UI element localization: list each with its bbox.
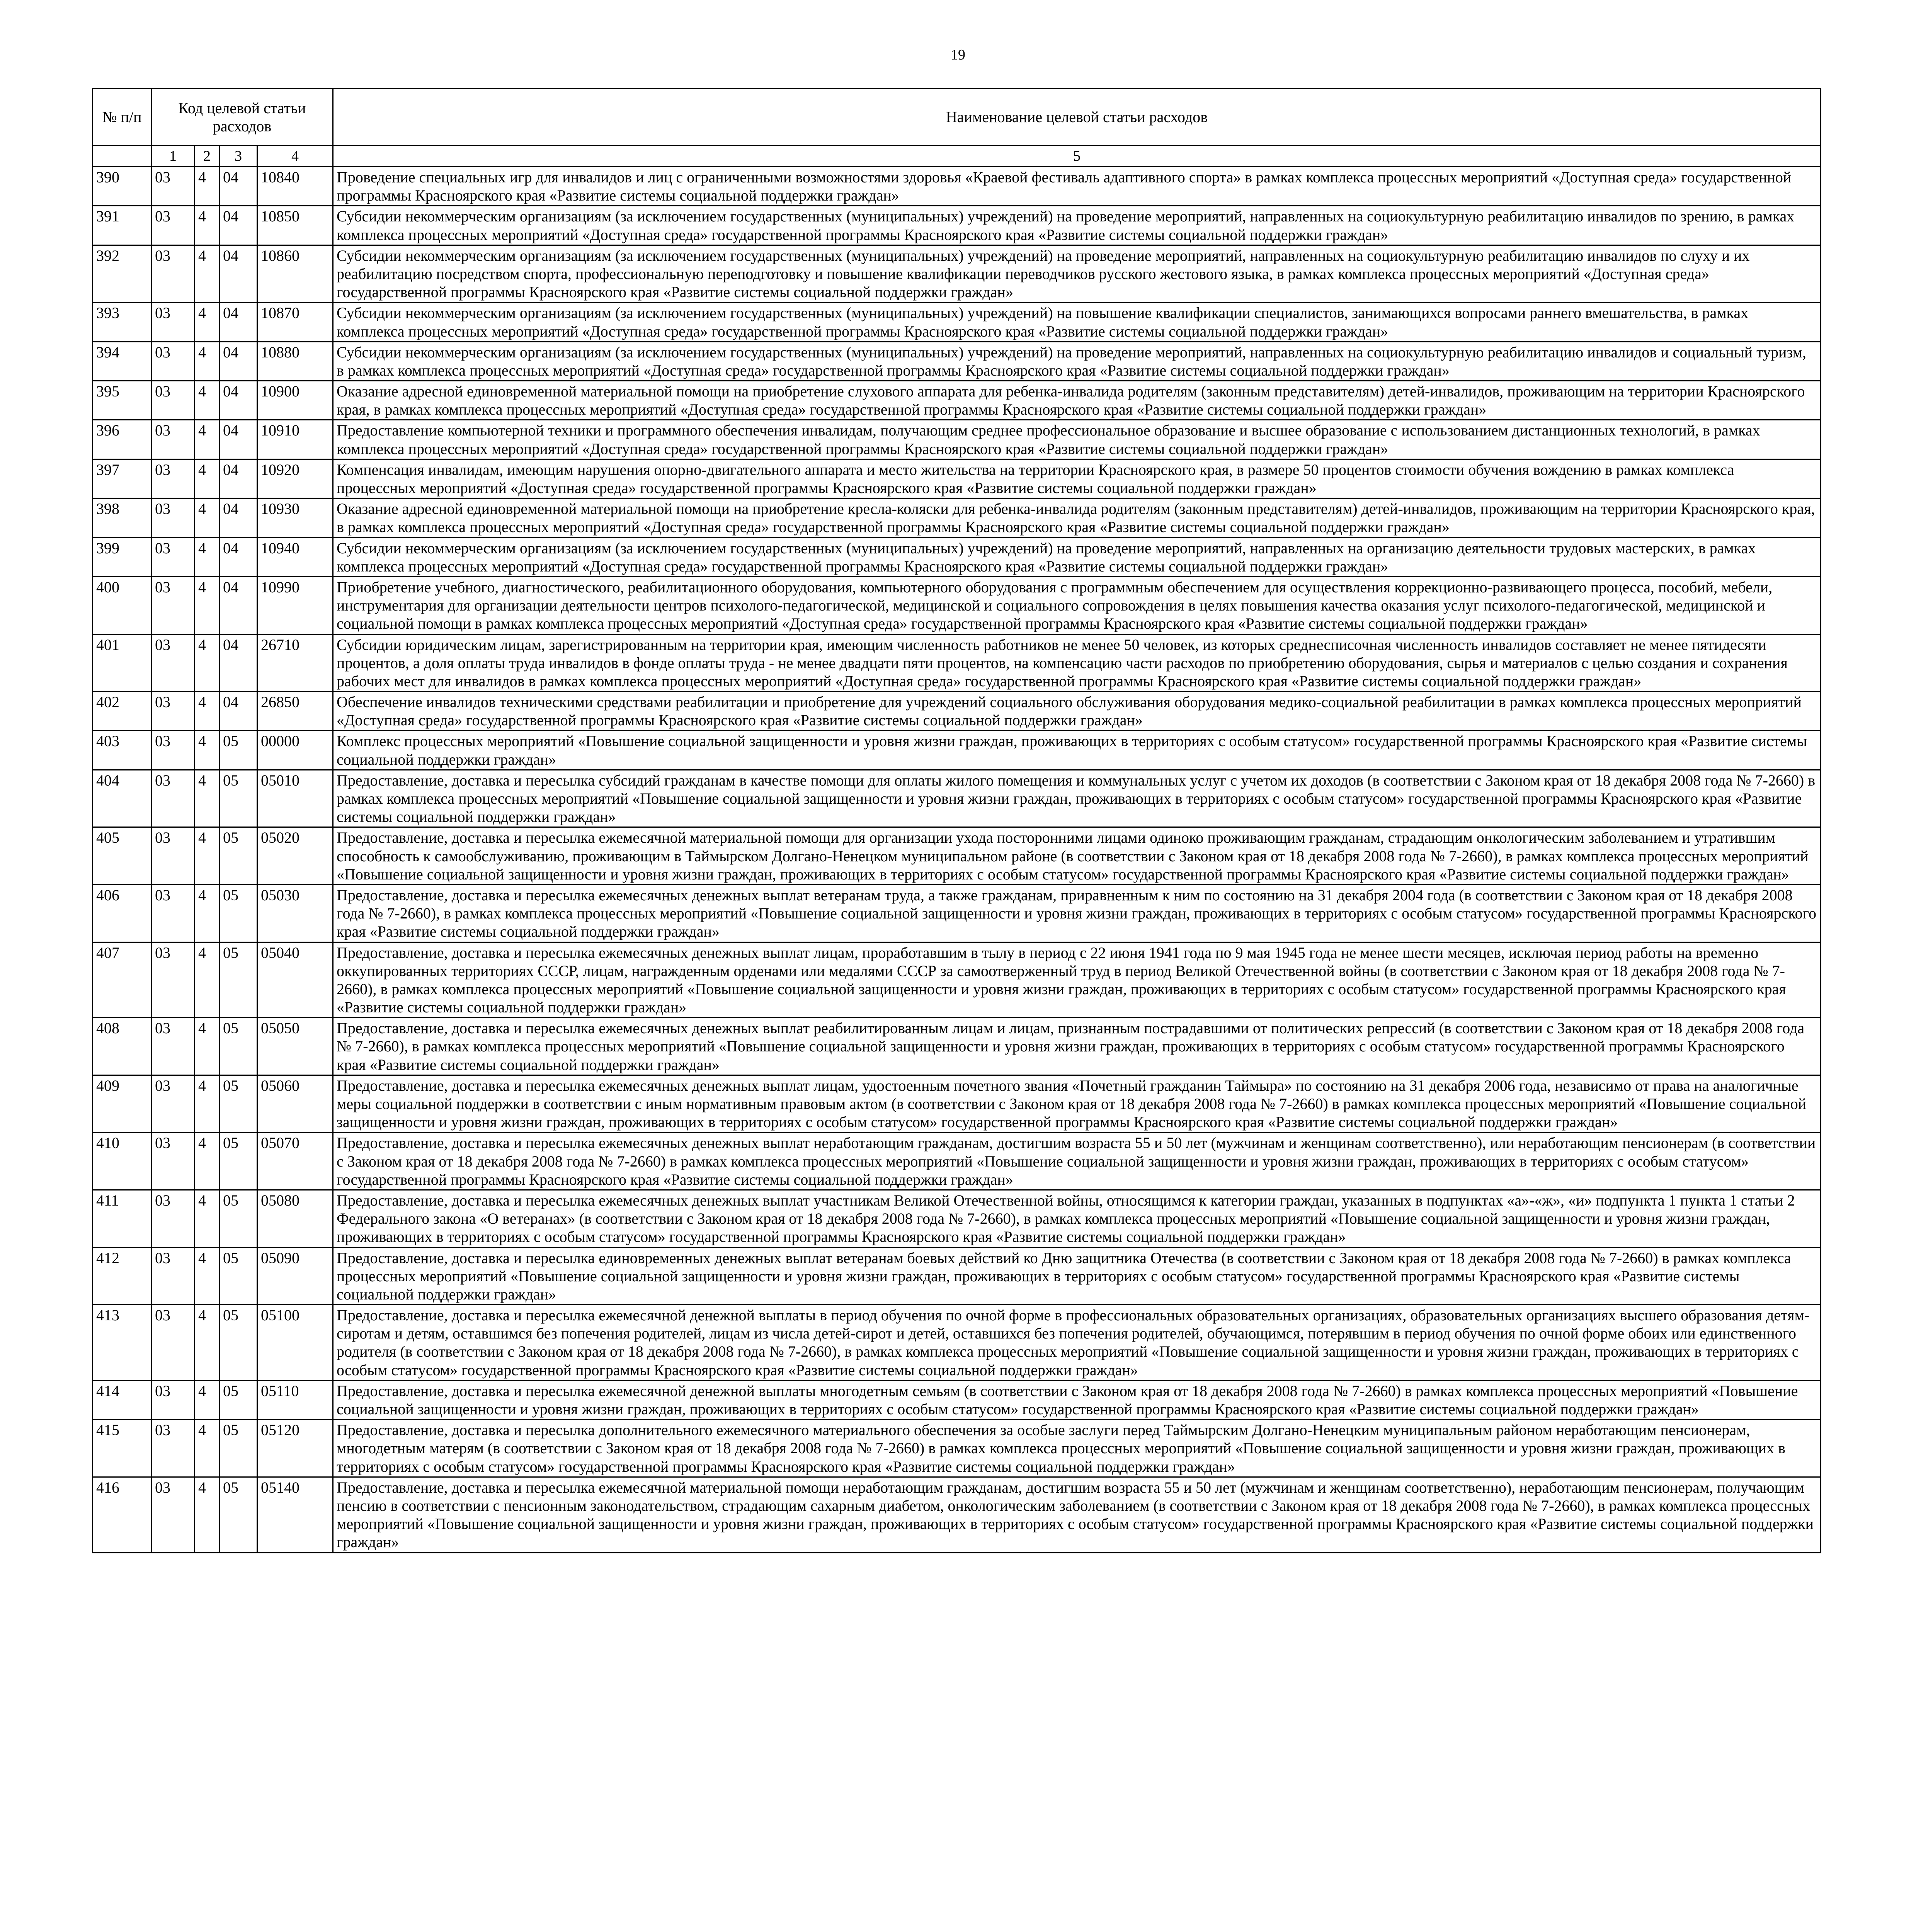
row-number: 399 <box>93 537 151 577</box>
column-number: 4 <box>257 146 333 167</box>
table-row <box>93 827 1821 885</box>
table-header-row <box>93 89 1821 146</box>
code-part-2: 4 <box>195 498 220 537</box>
code-part-4: 05020 <box>257 827 333 885</box>
code-part-2: 4 <box>195 770 220 827</box>
page-number: 19 <box>951 47 965 63</box>
code-part-1: 03 <box>151 692 195 731</box>
code-part-2: 4 <box>195 731 220 770</box>
expense-name: Субсидии некоммерческим организациям (за исключением государственных (муниципальных) учреждений) на проведение мероприятий, направленных на социокультурную реабилитацию инвалидов и социальный туризм, в рамках комплекса процессных мероприятий «Доступная среда» государственной программы Красноярского края «Развитие системы социальной поддержки граждан» <box>333 342 1821 381</box>
code-part-1: 03 <box>151 342 195 381</box>
code-part-2: 4 <box>195 1477 220 1553</box>
code-part-1: 03 <box>151 1477 195 1553</box>
code-part-4: 05010 <box>257 770 333 827</box>
row-number: 408 <box>93 1018 151 1075</box>
code-part-3: 04 <box>220 303 257 342</box>
row-number: 391 <box>93 206 151 245</box>
code-part-2: 4 <box>195 342 220 381</box>
column-number-row <box>93 146 1821 167</box>
code-part-2: 4 <box>195 1018 220 1075</box>
code-part-4: 26850 <box>257 692 333 731</box>
code-part-4: 10860 <box>257 245 333 303</box>
code-part-3: 04 <box>220 498 257 537</box>
code-part-3: 05 <box>220 1247 257 1305</box>
code-part-4: 05060 <box>257 1075 333 1133</box>
code-part-1: 03 <box>151 634 195 692</box>
code-part-4: 10940 <box>257 537 333 577</box>
code-part-1: 03 <box>151 770 195 827</box>
code-part-2: 4 <box>195 459 220 498</box>
expense-name: Субсидии некоммерческим организациям (за исключением государственных (муниципальных) учреждений) на повышение квалификации специалистов, занимающихся вопросами раннего вмешательства, в рамках комплекса процессных мероприятий «Доступная среда» государственной программы Красноярского края «Развитие системы социальной поддержки граждан» <box>333 303 1821 342</box>
table-row <box>93 420 1821 459</box>
code-part-1: 03 <box>151 1075 195 1133</box>
expense-name: Приобретение учебного, диагностического, реабилитационного оборудования, компьютерного оборудования с программным обеспечением для осуществления коррекционно-развивающего процесса, пособий, мебели, инструментария для организации деятельности центров психолого-педагогической, медицинской и социального сопровождения в целях повышения качества оказания услуг психолого-педагогической, медицинской и социальной помощи в рамках комплекса процессных мероприятий «Доступная среда» государственной программы Красноярского края «Развитие системы социальной поддержки граждан» <box>333 577 1821 634</box>
row-number: 404 <box>93 770 151 827</box>
expense-name: Предоставление, доставка и пересылка ежемесячных денежных выплат участникам Великой Отечественной войны, относящимся к категории граждан, указанных в подпунктах «а»-«ж», «и» подпункта 1 пункта 1 статьи 2 Федерального закона «О ветеранах» (в соответствии с Законом края от 18 декабря 2008 года № 7-2660), в рамках комплекса процессных мероприятий «Повышение социальной защищенности и уровня жизни граждан, проживающих в территориях с особым статусом» государственной программы Красноярского края «Развитие системы социальной поддержки граждан» <box>333 1190 1821 1247</box>
row-number: 401 <box>93 634 151 692</box>
code-part-4: 05100 <box>257 1305 333 1381</box>
code-part-3: 05 <box>220 1133 257 1190</box>
code-part-4: 10920 <box>257 459 333 498</box>
expense-name: Предоставление, доставка и пересылка единовременных денежных выплат ветеранам боевых действий ко Дню защитника Отечества (в соответствии с Законом края от 18 декабря 2008 года № 7-2660) в рамках комплекса процессных мероприятий «Повышение социальной защищенности и уровня жизни граждан, проживающих в территориях с особым статусом» государственной программы Красноярского края «Развитие системы социальной поддержки граждан» <box>333 1247 1821 1305</box>
row-number: 406 <box>93 884 151 942</box>
code-part-4: 10850 <box>257 206 333 245</box>
expense-name: Субсидии юридическим лицам, зарегистрированным на территории края, имеющим численность работников не менее 50 человек, из которых среднесписочная численность инвалидов составляет не менее пятидесяти процентов, а доля оплаты труда инвалидов в фонде оплаты труда - не менее двадцати пяти процентов, на компенсацию части расходов по приобретению оборудования, сырья и материалов с целью создания и сохранения рабочих мест для инвалидов в рамках комплекса процессных мероприятий «Доступная среда» государственной программы Красноярского края «Развитие системы социальной поддержки граждан» <box>333 634 1821 692</box>
table-row <box>93 1133 1821 1190</box>
code-part-1: 03 <box>151 577 195 634</box>
code-part-2: 4 <box>195 1380 220 1419</box>
row-number: 392 <box>93 245 151 303</box>
code-part-3: 05 <box>220 827 257 885</box>
code-part-3: 05 <box>220 1305 257 1381</box>
expense-name: Субсидии некоммерческим организациям (за исключением государственных (муниципальных) учреждений) на проведение мероприятий, направленных на организацию деятельности трудовых мастерских, в рамках комплекса процессных мероприятий «Доступная среда» государственной программы Красноярского края «Развитие системы социальной поддержки граждан» <box>333 537 1821 577</box>
code-part-2: 4 <box>195 1247 220 1305</box>
expense-name: Предоставление, доставка и пересылка ежемесячных денежных выплат лицам, проработавшим в тылу в период с 22 июня 1941 года по 9 мая 1945 года не менее шести месяцев, исключая период работы на временно оккупированных территориях СССР, лицам, награжденным орденами или медалями СССР за самоотверженный труд в период Великой Отечественной войны (в соответствии с Законом края от 18 декабря 2008 года № 7-2660), в рамках комплекса процессных мероприятий «Повышение социальной защищенности и уровня жизни граждан, проживающих в территориях с особым статусом» государственной программы Красноярского края «Развитие системы социальной поддержки граждан» <box>333 942 1821 1018</box>
expense-name: Оказание адресной единовременной материальной помощи на приобретение кресла-коляски для ребенка-инвалида родителям (законным представителям) детей-инвалидов, проживающим на территории Красноярского края, в рамках комплекса процессных мероприятий «Доступная среда» государственной программы Красноярского края «Развитие системы социальной поддержки граждан» <box>333 498 1821 537</box>
row-number: 414 <box>93 1380 151 1419</box>
code-part-2: 4 <box>195 381 220 420</box>
code-part-2: 4 <box>195 245 220 303</box>
table-row <box>93 1247 1821 1305</box>
code-part-4: 05120 <box>257 1420 333 1477</box>
code-part-4: 26710 <box>257 634 333 692</box>
row-number: 398 <box>93 498 151 537</box>
code-part-3: 04 <box>220 381 257 420</box>
code-part-3: 05 <box>220 770 257 827</box>
code-part-2: 4 <box>195 884 220 942</box>
table-row <box>93 537 1821 577</box>
code-part-4: 10930 <box>257 498 333 537</box>
code-part-2: 4 <box>195 692 220 731</box>
expense-name: Компенсация инвалидам, имеющим нарушения опорно-двигательного аппарата и место жительства на территории Красноярского края, в размере 50 процентов стоимости обучения вождению в рамках комплекса процессных мероприятий «Доступная среда» государственной программы Красноярского края «Развитие системы социальной поддержки граждан» <box>333 459 1821 498</box>
code-part-4: 10910 <box>257 420 333 459</box>
code-part-2: 4 <box>195 577 220 634</box>
table-body <box>93 167 1821 1553</box>
column-number: 1 <box>151 146 195 167</box>
code-part-1: 03 <box>151 1380 195 1419</box>
table-row <box>93 692 1821 731</box>
expense-name: Оказание адресной единовременной материальной помощи на приобретение слухового аппарата для ребенка-инвалида родителям (законным представителям) детей-инвалидов, проживающим на территории Красноярского края, в рамках комплекса процессных мероприятий «Доступная среда» государственной программы Красноярского края «Развитие системы социальной поддержки граждан» <box>333 381 1821 420</box>
code-part-3: 05 <box>220 1018 257 1075</box>
expense-name: Субсидии некоммерческим организациям (за исключением государственных (муниципальных) учреждений) на проведение мероприятий, направленных на социокультурную реабилитацию инвалидов по зрению, в рамках комплекса процессных мероприятий «Доступная среда» государственной программы Красноярского края «Развитие системы социальной поддержки граждан» <box>333 206 1821 245</box>
code-part-4: 05090 <box>257 1247 333 1305</box>
table-row <box>93 1305 1821 1381</box>
code-part-3: 05 <box>220 1477 257 1553</box>
expense-name: Предоставление, доставка и пересылка ежемесячных денежных выплат реабилитированным лицам и лицам, признанным пострадавшими от политических репрессий (в соответствии с Законом края от 18 декабря 2008 года № 7-2660), в рамках комплекса процессных мероприятий «Повышение социальной защищенности и уровня жизни граждан, проживающих в территориях с особым статусом» государственной программы Красноярского края «Развитие системы социальной поддержки граждан» <box>333 1018 1821 1075</box>
code-part-1: 03 <box>151 167 195 206</box>
table-row <box>93 206 1821 245</box>
expense-name: Предоставление, доставка и пересылка ежемесячной материальной помощи для организации ухода посторонними лицами одиноко проживающим гражданам, страдающим онкологическим заболеванием и утратившим способность к самообслуживанию, проживающим в Таймырском Долгано-Ненецком муниципальном районе (в соответствии с Законом края от 18 декабря 2008 года № 7-2660), в рамках комплекса процессных мероприятий «Повышение социальной защищенности и уровня жизни граждан, проживающих в территориях с особым статусом» государственной программы Красноярского края «Развитие системы социальной поддержки граждан» <box>333 827 1821 885</box>
code-part-4: 10880 <box>257 342 333 381</box>
code-part-3: 05 <box>220 1075 257 1133</box>
row-number: 400 <box>93 577 151 634</box>
code-part-1: 03 <box>151 942 195 1018</box>
code-part-1: 03 <box>151 1305 195 1381</box>
code-part-1: 03 <box>151 498 195 537</box>
code-part-2: 4 <box>195 1133 220 1190</box>
code-part-3: 05 <box>220 1420 257 1477</box>
code-part-4: 05040 <box>257 942 333 1018</box>
code-part-3: 04 <box>220 577 257 634</box>
row-number: 403 <box>93 731 151 770</box>
code-part-4: 05070 <box>257 1133 333 1190</box>
table-row <box>93 498 1821 537</box>
code-part-4: 05080 <box>257 1190 333 1247</box>
expense-name: Предоставление, доставка и пересылка ежемесячной материальной помощи неработающим гражданам, достигшим возраста 55 и 50 лет (мужчинам и женщинам соответственно), неработающим пенсионерам, получающим пенсию в соответствии с пенсионным законодательством, страдающим сахарным диабетом, онкологическим заболеванием (в соответствии с Законом края от 18 декабря 2008 года № 7-2660), в рамках комплекса процессных мероприятий «Повышение социальной защищенности и уровня жизни граждан, проживающих в территориях с особым статусом» государственной программы Красноярского края «Развитие системы социальной поддержки граждан» <box>333 1477 1821 1553</box>
row-number: 415 <box>93 1420 151 1477</box>
table-row <box>93 770 1821 827</box>
table-row <box>93 577 1821 634</box>
code-part-3: 04 <box>220 692 257 731</box>
code-part-3: 04 <box>220 459 257 498</box>
row-number: 410 <box>93 1133 151 1190</box>
row-number: 413 <box>93 1305 151 1381</box>
expense-name: Предоставление, доставка и пересылка ежемесячной денежной выплаты многодетным семьям (в соответствии с Законом края от 18 декабря 2008 года № 7-2660) в рамках комплекса процессных мероприятий «Повышение социальной защищенности и уровня жизни граждан, проживающих в территориях с особым статусом» государственной программы Красноярского края «Развитие системы социальной поддержки граждан» <box>333 1380 1821 1419</box>
table-row <box>93 381 1821 420</box>
code-part-2: 4 <box>195 537 220 577</box>
code-part-3: 05 <box>220 731 257 770</box>
expense-name: Предоставление, доставка и пересылка дополнительного ежемесячного материального обеспечения за особые заслуги перед Таймырским Долгано-Ненецким муниципальным районом неработающим пенсионерам, многодетным матерям (в соответствии с Законом края от 18 декабря 2008 года № 7-2660) в рамках комплекса процессных мероприятий «Повышение социальной защищенности и уровня жизни граждан, проживающих в территориях с особым статусом» государственной программы Красноярского края «Развитие системы социальной поддержки граждан» <box>333 1420 1821 1477</box>
code-part-3: 04 <box>220 634 257 692</box>
expense-name: Предоставление, доставка и пересылка ежемесячных денежных выплат неработающим гражданам, достигшим возраста 55 и 50 лет (мужчинам и женщинам соответственно), или неработающим пенсионерам (в соответствии с Законом края от 18 декабря 2008 года № 7-2660) в рамках комплекса процессных мероприятий «Повышение социальной защищенности и уровня жизни граждан, проживающих в территориях с особым статусом» государственной программы Красноярского края «Развитие системы социальной поддержки граждан» <box>333 1133 1821 1190</box>
code-part-3: 04 <box>220 537 257 577</box>
column-number: 5 <box>333 146 1821 167</box>
code-part-4: 10900 <box>257 381 333 420</box>
column-number: 2 <box>195 146 220 167</box>
expense-name: Проведение специальных игр для инвалидов и лиц с ограниченными возможностями здоровья «Краевой фестиваль адаптивного спорта» в рамках комплекса процессных мероприятий «Доступная среда» государственной программы Красноярского края «Развитие системы социальной поддержки граждан» <box>333 167 1821 206</box>
table-row <box>93 1190 1821 1247</box>
code-part-3: 04 <box>220 245 257 303</box>
table-row <box>93 1477 1821 1553</box>
row-number: 407 <box>93 942 151 1018</box>
code-part-2: 4 <box>195 167 220 206</box>
code-part-4: 05050 <box>257 1018 333 1075</box>
code-part-3: 05 <box>220 942 257 1018</box>
header-code-group: Код целевой статьи расходов <box>151 89 333 146</box>
code-part-2: 4 <box>195 1305 220 1381</box>
table-row <box>93 634 1821 692</box>
table-row <box>93 884 1821 942</box>
code-part-1: 03 <box>151 206 195 245</box>
code-part-1: 03 <box>151 303 195 342</box>
expense-name: Предоставление, доставка и пересылка ежемесячных денежных выплат лицам, удостоенным почетного звания «Почетный гражданин Таймыра» по состоянию на 31 декабря 2006 года, независимо от права на аналогичные меры социальной поддержки в соответствии с иным нормативным правовым актом (в соответствии с Законом края от 18 декабря 2008 года № 7-2660) в рамках комплекса процессных мероприятий «Повышение социальной защищенности и уровня жизни граждан, проживающих в территориях с особым статусом» государственной программы Красноярского края «Развитие системы социальной поддержки граждан» <box>333 1075 1821 1133</box>
expense-name: Субсидии некоммерческим организациям (за исключением государственных (муниципальных) учреждений) на проведение мероприятий, направленных на социокультурную реабилитацию инвалидов по слуху и их реабилитацию посредством спорта, профессиональную переподготовку и повышение квалификации переводчиков русского жестового языка, в рамках комплекса процессных мероприятий «Доступная среда» государственной программы Красноярского края «Развитие системы социальной поддержки граждан» <box>333 245 1821 303</box>
expense-name: Предоставление, доставка и пересылка ежемесячной денежной выплаты в период обучения по очной форме в профессиональных образовательных организациях, образовательных организациях высшего образования детям-сиротам и детям, оставшимся без попечения родителей, лицам из числа детей-сирот и детей, оставшихся без попечения родителей, обучающимся, потерявшим в период обучения по очной форме обоих или единственного родителя (в соответствии с Законом края от 18 декабря 2008 года № 7-2660), в рамках комплекса процессных мероприятий «Повышение социальной защищенности и уровня жизни граждан, проживающих в территориях с особым статусом» государственной программы Красноярского края «Развитие системы социальной поддержки граждан» <box>333 1305 1821 1381</box>
code-part-4: 00000 <box>257 731 333 770</box>
table-row <box>93 1380 1821 1419</box>
code-part-4: 10870 <box>257 303 333 342</box>
code-part-3: 05 <box>220 1380 257 1419</box>
header-name: Наименование целевой статьи расходов <box>333 89 1821 146</box>
code-part-2: 4 <box>195 942 220 1018</box>
code-part-4: 05140 <box>257 1477 333 1553</box>
code-part-1: 03 <box>151 1247 195 1305</box>
code-part-2: 4 <box>195 634 220 692</box>
code-part-4: 05030 <box>257 884 333 942</box>
table-row <box>93 303 1821 342</box>
row-number: 395 <box>93 381 151 420</box>
row-number: 396 <box>93 420 151 459</box>
row-number: 394 <box>93 342 151 381</box>
code-part-2: 4 <box>195 827 220 885</box>
code-part-1: 03 <box>151 245 195 303</box>
column-number: 3 <box>220 146 257 167</box>
code-part-1: 03 <box>151 827 195 885</box>
code-part-4: 05110 <box>257 1380 333 1419</box>
code-part-1: 03 <box>151 1133 195 1190</box>
code-part-1: 03 <box>151 381 195 420</box>
code-part-3: 04 <box>220 420 257 459</box>
table-row <box>93 1420 1821 1477</box>
header-number: № п/п <box>93 89 151 146</box>
code-part-3: 04 <box>220 206 257 245</box>
code-part-1: 03 <box>151 537 195 577</box>
row-number: 390 <box>93 167 151 206</box>
code-part-1: 03 <box>151 1018 195 1075</box>
table-row <box>93 342 1821 381</box>
table-row <box>93 1075 1821 1133</box>
row-number: 402 <box>93 692 151 731</box>
code-part-3: 04 <box>220 342 257 381</box>
expense-name: Обеспечение инвалидов техническими средствами реабилитации и приобретение для учреждений социального обслуживания оборудования медико-социальной реабилитации в рамках комплекса процессных мероприятий «Доступная среда» государственной программы Красноярского края «Развитие системы социальной поддержки граждан» <box>333 692 1821 731</box>
code-part-2: 4 <box>195 420 220 459</box>
expense-name: Комплекс процессных мероприятий «Повышение социальной защищенности и уровня жизни граждан, проживающих в территориях с особым статусом» государственной программы Красноярского края «Развитие системы социальной поддержки граждан» <box>333 731 1821 770</box>
expense-name: Предоставление компьютерной техники и программного обеспечения инвалидам, получающим среднее профессиональное образование и высшее образование с использованием дистанционных технологий, в рамках комплекса процессных мероприятий «Доступная среда» государственной программы Красноярского края «Развитие системы социальной поддержки граждан» <box>333 420 1821 459</box>
expense-name: Предоставление, доставка и пересылка субсидий гражданам в качестве помощи для оплаты жилого помещения и коммунальных услуг с учетом их доходов (в соответствии с Законом края от 18 декабря 2008 года № 7-2660) в рамках комплекса процессных мероприятий «Повышение социальной защищенности и уровня жизни граждан, проживающих в территориях с особым статусом» государственной программы Красноярского края «Развитие системы социальной поддержки граждан» <box>333 770 1821 827</box>
row-number: 397 <box>93 459 151 498</box>
code-part-1: 03 <box>151 420 195 459</box>
code-part-2: 4 <box>195 1075 220 1133</box>
table-row <box>93 942 1821 1018</box>
code-part-2: 4 <box>195 1420 220 1477</box>
code-part-4: 10990 <box>257 577 333 634</box>
row-number: 411 <box>93 1190 151 1247</box>
code-part-2: 4 <box>195 303 220 342</box>
target-expense-table <box>92 88 1821 1553</box>
table-row <box>93 167 1821 206</box>
row-number: 416 <box>93 1477 151 1553</box>
expense-name: Предоставление, доставка и пересылка ежемесячных денежных выплат ветеранам труда, а также гражданам, приравненным к ним по состоянию на 31 декабря 2004 года (в соответствии с Законом края от 18 декабря 2008 года № 7-2660), в рамках комплекса процессных мероприятий «Повышение социальной защищенности и уровня жизни граждан, проживающих в территориях с особым статусом» государственной программы Красноярского края «Развитие системы социальной поддержки граждан» <box>333 884 1821 942</box>
table-row <box>93 731 1821 770</box>
code-part-3: 05 <box>220 884 257 942</box>
code-part-1: 03 <box>151 1190 195 1247</box>
row-number: 393 <box>93 303 151 342</box>
code-part-1: 03 <box>151 731 195 770</box>
row-number: 412 <box>93 1247 151 1305</box>
code-part-3: 05 <box>220 1190 257 1247</box>
code-part-1: 03 <box>151 1420 195 1477</box>
row-number: 409 <box>93 1075 151 1133</box>
code-part-2: 4 <box>195 1190 220 1247</box>
code-part-1: 03 <box>151 884 195 942</box>
code-part-3: 04 <box>220 167 257 206</box>
code-part-1: 03 <box>151 459 195 498</box>
code-part-4: 10840 <box>257 167 333 206</box>
row-number: 405 <box>93 827 151 885</box>
table-row <box>93 1018 1821 1075</box>
column-number-blank <box>93 146 151 167</box>
table-row <box>93 245 1821 303</box>
code-part-2: 4 <box>195 206 220 245</box>
table-row <box>93 459 1821 498</box>
